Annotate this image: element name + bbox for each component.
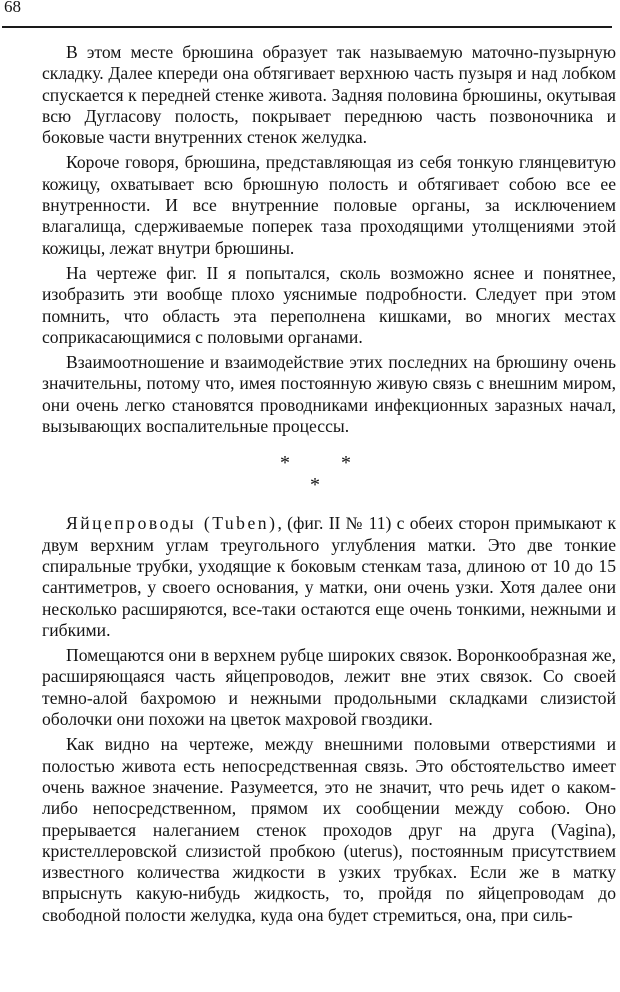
section-heading: Яйцепроводы (Tuben) <box>66 513 278 534</box>
section-intro-text: , (фиг. II № 11) с обеих сторон примыкают к двум верхним углам треугольного углубления матки. Это две тонкие спиральные трубки, уходящие к боковым стенкам таза, длиною от 10 до 15 сантиметров, у своего основания, у матки, они очень узки. Хотя далее они несколько расширяются, все-таки остаются еще очень тонкими, нежными и гибкими. <box>42 513 616 640</box>
paragraph: В этом месте брюшина образует так называемую маточно-пузырную складку. Далее кпереди она обтягивает верхнюю часть пузыря и над лобком спускается к передней стенке живота. Задняя половина брюшины, окутывая всю Дугласову полость, покрывает переднюю часть позвоночника и боковые части внутренних стенок желудка. <box>42 42 616 148</box>
page-header <box>2 0 612 28</box>
page-number: 68 <box>4 0 21 16</box>
asterisk: * <box>310 474 320 497</box>
paragraph: Помещаются они в верхнем рубце широких связок. Воронкообразная же, расширяющаяся часть яйцепроводов, лежит вне этих связок. Со своей темно-алой бахромою и нежными продольными складками слизистой оболочки они похожи на цветок махровой гвоздики. <box>42 645 616 730</box>
paragraph: Короче говоря, брюшина, представляющая из себя тонкую глянцевитую кожицу, охватывает всю брюшную полость и обтягивает собою все ее внутренности. И все внутренние половые органы, за исключением влагалища, сдерживаемые поперек таза проходящими утолщениями этой кожицы, лежат внутри брюшины. <box>42 152 616 258</box>
section-intro-paragraph <box>42 513 616 641</box>
section-separator <box>42 445 616 503</box>
asterisk: * <box>341 452 351 475</box>
paragraph: Как видно на чертеже, между внешними половыми отверстиями и полостью живота есть непосредственная связь. Это обстоятельство имеет очень важное значение. Разумеется, это не значит, что речь идет о каком-либо непосредственном, прямом их сообщении между собою. Оно прерывается налеганием стенок проходов друг на друга (Vagina), кристеллеровской слизистой пробкою (uterus), постоянным присутствием известного количества жидкости в узких трубках. Если же в матку впрыснуть какую-нибудь жидкость, то, пройдя по яйцепроводам до свободной полости желудка, куда она будет стремиться, она, при силь- <box>42 734 616 925</box>
asterisk: * <box>280 452 290 475</box>
page-body <box>42 42 616 930</box>
paragraph: На чертеже фиг. II я попытался, сколь возможно яснее и понятнее, изобразить эти вообще плохо уяснимые подробности. Следует при этом помнить, что область эта переполнена кишками, во многих местах соприкасающимися с половыми органами. <box>42 262 616 347</box>
paragraph: Взаимоотношение и взаимодействие этих последних на брюшину очень значительны, потому что, имея постоянную живую связь с внешним миром, они очень легко становятся проводниками инфекционных заразных начал, вызывающих воспалительные процессы. <box>42 352 616 437</box>
